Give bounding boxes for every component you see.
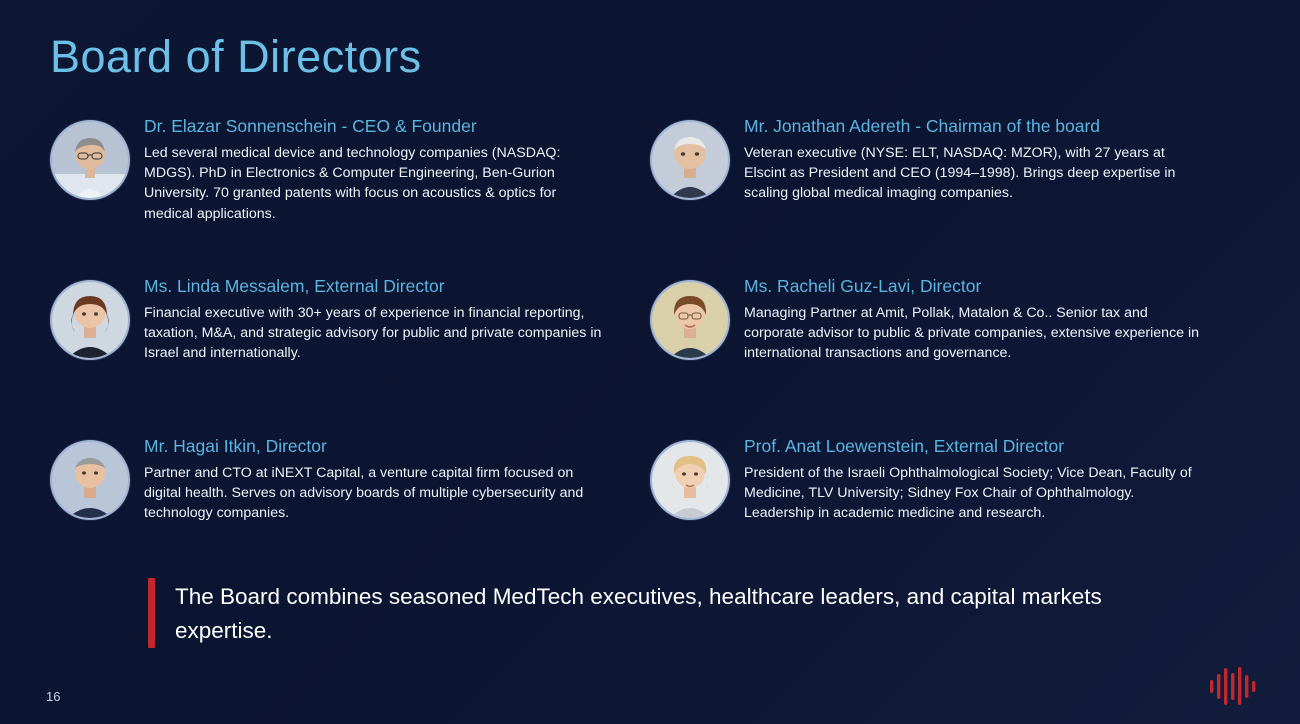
member-text	[144, 430, 604, 524]
member-bio: Financial executive with 30+ years of experience in financial reporting, taxation, M&A, and strategic advisory for public and private companies in Israel and internationally.	[144, 304, 602, 362]
board-member-card	[650, 430, 1250, 590]
board-member-card	[50, 270, 650, 430]
callout-accent-bar	[148, 578, 155, 648]
member-bio: Led several medical device and technology companies (NASDAQ: MDGS). PhD in Electronics & Computer Engineering, Ben-Gurion University. 70 granted patents with focus on acoustics & optics for medical applications.	[144, 144, 561, 222]
member-name: Dr. Elazar Sonnenschein - CEO & Founder	[144, 116, 477, 136]
member-bio: Partner and CTO at iNEXT Capital, a venture capital firm focused on digital health. Serves on advisory boards of multiple cybersecurity and technology companies.	[144, 464, 584, 522]
board-member-card	[50, 430, 650, 590]
summary-callout	[148, 578, 1148, 648]
member-text	[744, 110, 1204, 204]
avatar	[50, 280, 130, 360]
member-bio: Managing Partner at Amit, Pollak, Matalon & Co.. Senior tax and corporate advisor to public & private companies, extensive experience in international transactions and governance.	[744, 304, 1200, 362]
board-member-card	[650, 110, 1250, 270]
member-bio: Veteran executive (NYSE: ELT, NASDAQ: MZOR), with 27 years at Elscint as President and CEO (1994–1998). Brings deep expertise in scaling global medical imaging companies.	[744, 144, 1176, 202]
board-member-card	[50, 110, 650, 270]
member-name: Mr. Jonathan Adereth - Chairman of the board	[744, 116, 1101, 136]
member-text	[744, 270, 1204, 364]
page-number: 16	[46, 689, 61, 704]
avatar	[650, 440, 730, 520]
member-text	[144, 110, 604, 224]
audio-waveform-logo-icon	[1206, 666, 1264, 706]
board-members-grid	[50, 110, 1250, 590]
member-text	[144, 270, 604, 364]
member-text	[744, 430, 1204, 524]
avatar	[50, 440, 130, 520]
callout-text: The Board combines seasoned MedTech executives, healthcare leaders, and capital markets expertise.	[175, 584, 1102, 643]
member-name: Ms. Linda Messalem, External Director	[144, 276, 445, 296]
member-name: Mr. Hagai Itkin, Director	[144, 436, 327, 456]
member-name: Prof. Anat Loewenstein, External Director	[744, 436, 1065, 456]
member-bio: President of the Israeli Ophthalmological Society; Vice Dean, Faculty of Medicine, TLV University; Sidney Fox Chair of Ophthalmology. Leadership in academic medicine and research.	[744, 464, 1192, 522]
avatar	[50, 120, 130, 200]
page-title: Board of Directors	[50, 31, 422, 82]
avatar	[650, 280, 730, 360]
avatar	[650, 120, 730, 200]
member-name: Ms. Racheli Guz-Lavi, Director	[744, 276, 982, 296]
board-member-card	[650, 270, 1250, 430]
